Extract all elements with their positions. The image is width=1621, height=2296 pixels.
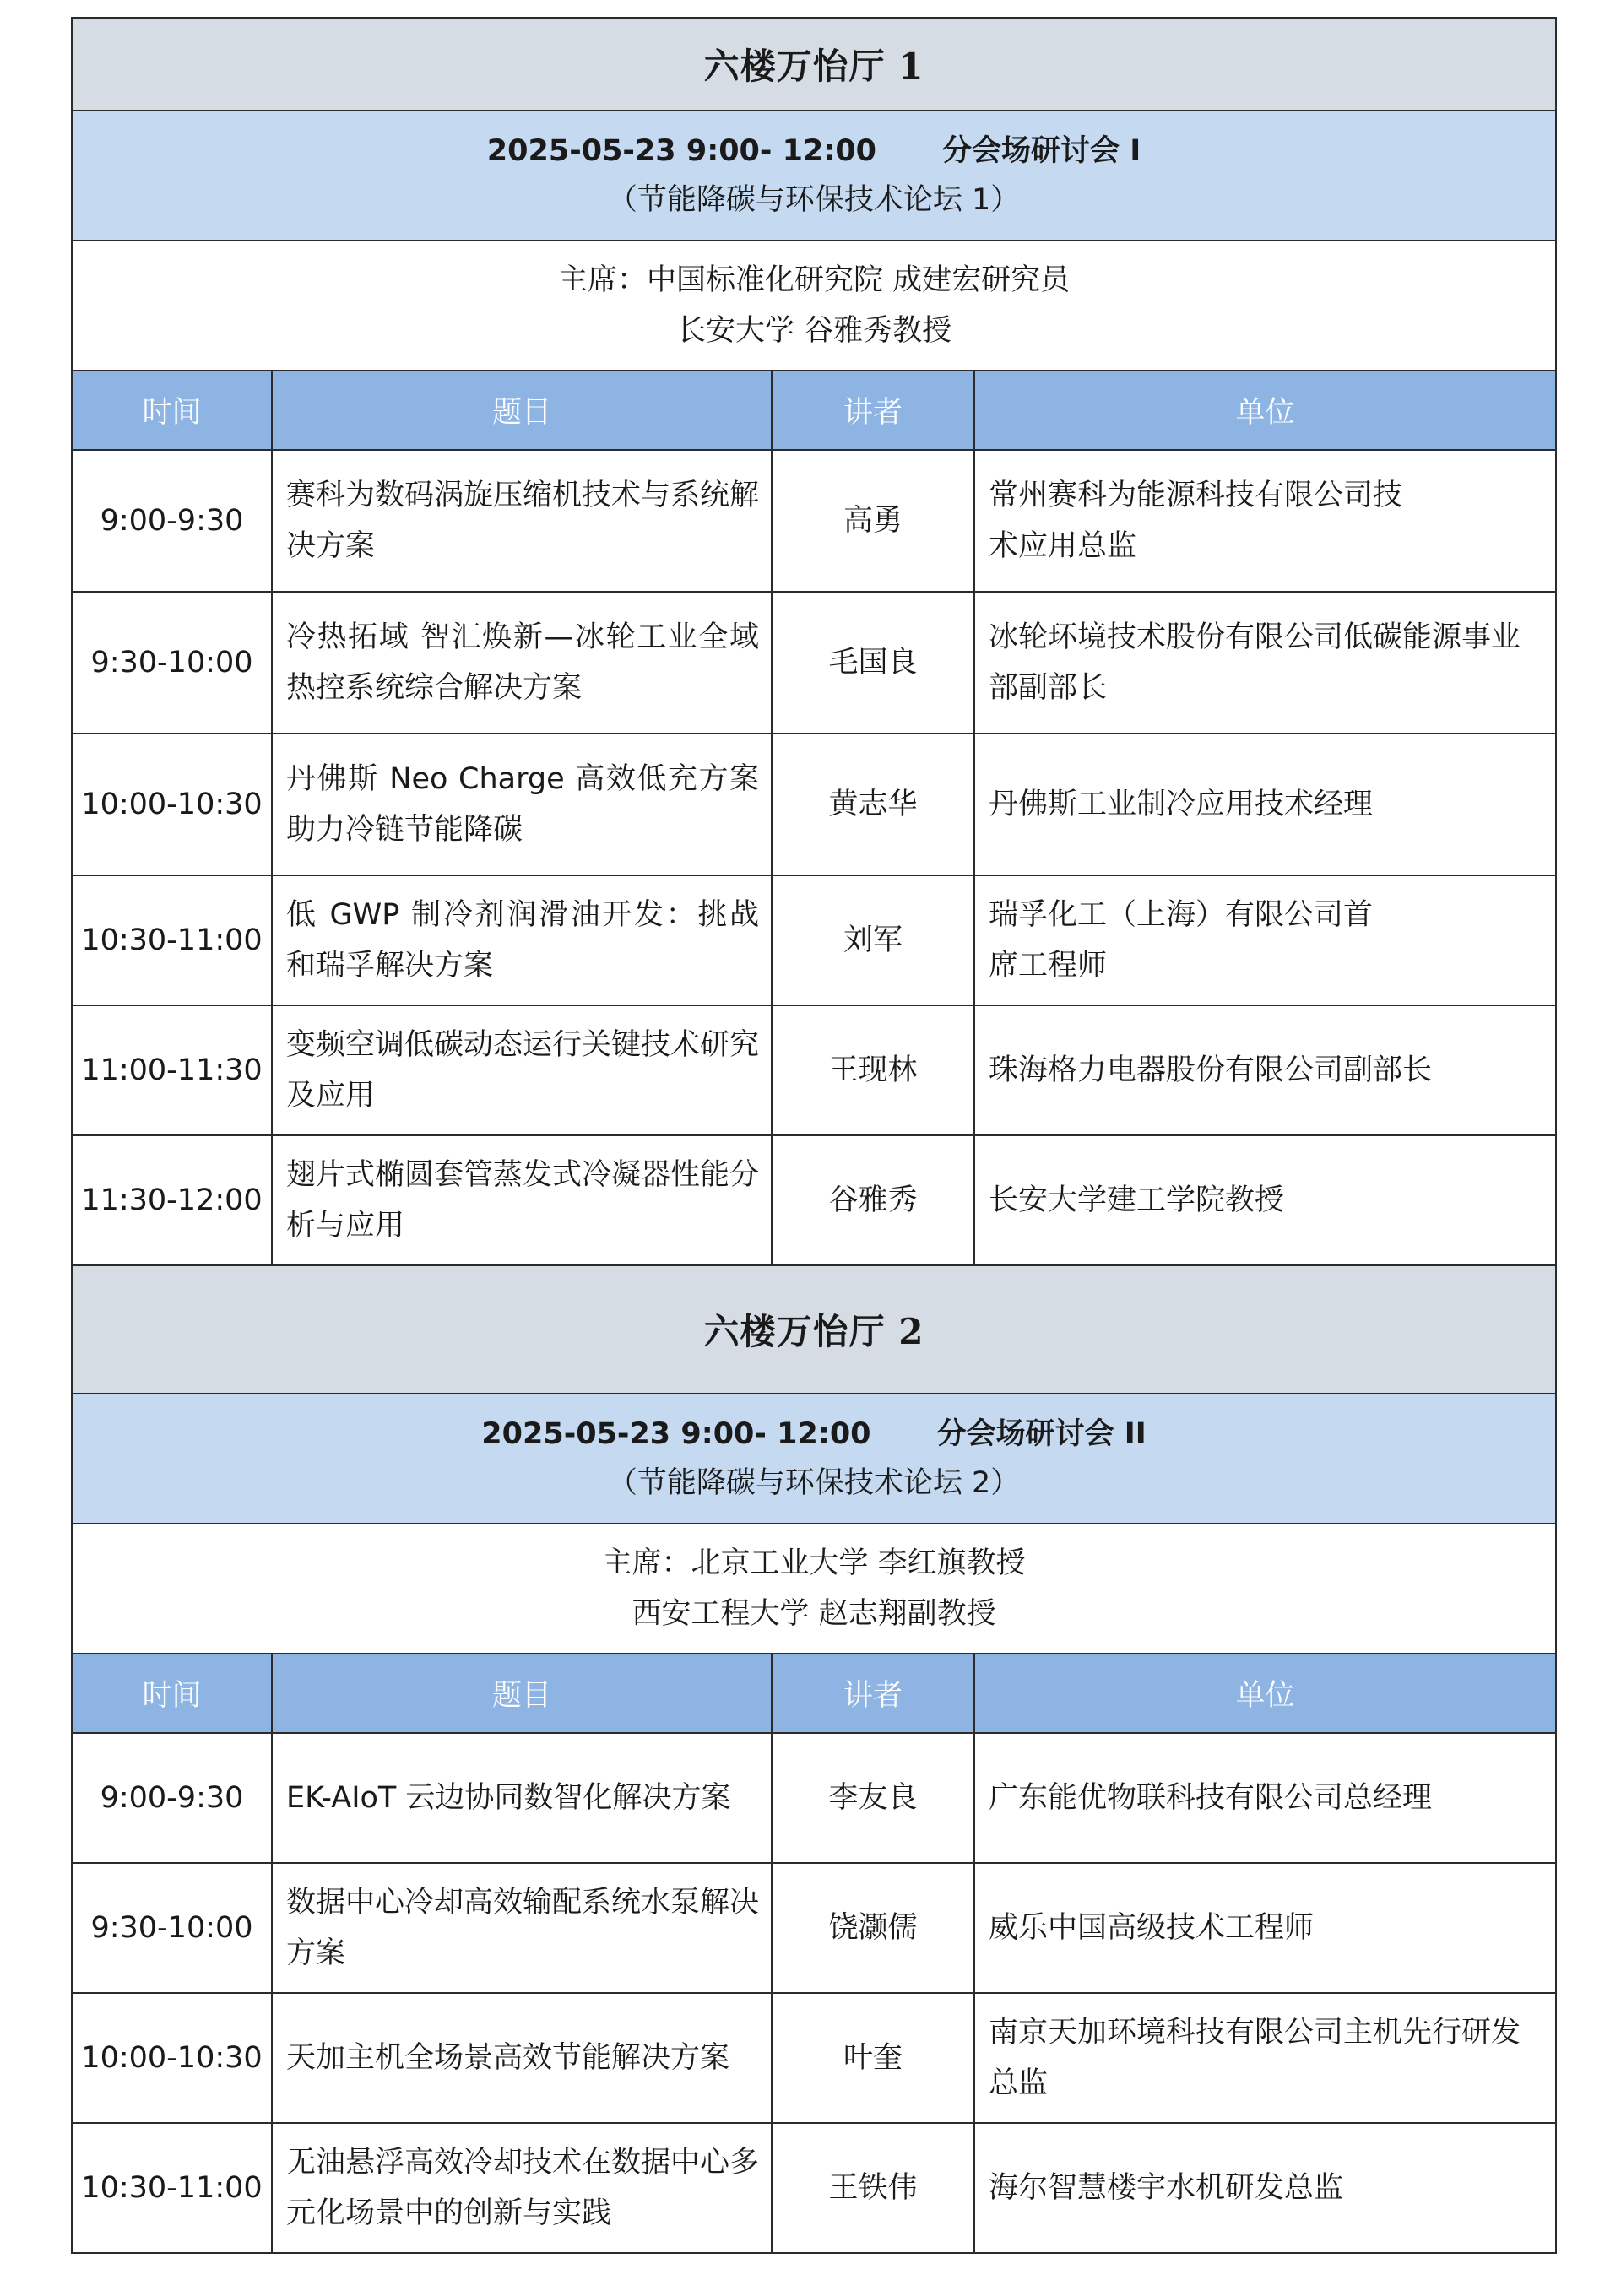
table-row <box>72 1135 1556 1265</box>
header-topic: 题目 <box>272 371 772 450</box>
cell-speaker: 饶灏儒 <box>772 1863 974 1993</box>
hall-1-title-row <box>72 18 1556 111</box>
cell-speaker: 王铁伟 <box>772 2123 974 2253</box>
header-time: 时间 <box>72 1654 272 1733</box>
forum-name: （节能降碳与环保技术论坛 2） <box>607 1466 1021 1500</box>
cell-time: 9:00-9:30 <box>72 1733 272 1863</box>
cell-time: 9:30-10:00 <box>72 1863 272 1993</box>
cell-time: 10:30-11:00 <box>72 875 272 1005</box>
hall-2-session <box>72 1394 1556 1524</box>
cell-org: 南京天加环境科技有限公司主机先行研发总监 <box>974 1993 1556 2123</box>
cell-time: 10:30-11:00 <box>72 2123 272 2253</box>
table-row <box>72 450 1556 592</box>
cell-speaker: 李友良 <box>772 1733 974 1863</box>
cell-topic: 无油悬浮高效冷却技术在数据中心多元化场景中的创新与实践 <box>272 2123 772 2253</box>
cell-org: 瑞孚化工（上海）有限公司首席工程师 <box>974 875 1556 1005</box>
cell-speaker: 高勇 <box>772 450 974 592</box>
table-row <box>72 875 1556 1005</box>
header-org: 单位 <box>974 1654 1556 1733</box>
hall-2-chairs <box>72 1524 1556 1654</box>
table-row <box>72 1733 1556 1863</box>
hall-1-chairs <box>72 241 1556 371</box>
cell-org: 海尔智慧楼宇水机研发总监 <box>974 2123 1556 2253</box>
hall-2-session-row <box>72 1394 1556 1524</box>
chair-line-2: 长安大学 谷雅秀教授 <box>675 314 952 348</box>
cell-speaker: 毛国良 <box>772 592 974 734</box>
cell-topic: 数据中心冷却高效输配系统水泵解决方案 <box>272 1863 772 1993</box>
cell-time: 11:00-11:30 <box>72 1005 272 1135</box>
cell-org: 冰轮环境技术股份有限公司低碳能源事业部副部长 <box>974 592 1556 734</box>
cell-org: 珠海格力电器股份有限公司副部长 <box>974 1005 1556 1135</box>
cell-time: 9:30-10:00 <box>72 592 272 734</box>
cell-time: 10:00-10:30 <box>72 1993 272 2123</box>
table-row <box>72 1005 1556 1135</box>
cell-org: 丹佛斯工业制冷应用技术经理 <box>974 734 1556 875</box>
table-row <box>72 1863 1556 1993</box>
schedule-sheet <box>71 17 1555 2254</box>
cell-speaker: 谷雅秀 <box>772 1135 974 1265</box>
chair-line-1: 主席：北京工业大学 李红旗教授 <box>602 1546 1026 1580</box>
session-time: 2025-05-23 9:00- 12:00 <box>486 134 877 168</box>
header-speaker: 讲者 <box>772 371 974 450</box>
chair-line-1: 主席：中国标准化研究院 成建宏研究员 <box>557 263 1071 297</box>
cell-topic: 变频空调低碳动态运行关键技术研究及应用 <box>272 1005 772 1135</box>
cell-speaker: 黄志华 <box>772 734 974 875</box>
cell-topic: 低 GWP 制冷剂润滑油开发：挑战和瑞孚解决方案 <box>272 875 772 1005</box>
table-row <box>72 1993 1556 2123</box>
header-time: 时间 <box>72 371 272 450</box>
cell-topic: 天加主机全场景高效节能解决方案 <box>272 1993 772 2123</box>
cell-topic: 冷热拓域 智汇焕新—冰轮工业全域热控系统综合解决方案 <box>272 592 772 734</box>
header-topic: 题目 <box>272 1654 772 1733</box>
table-row <box>72 734 1556 875</box>
hall-2-header-row <box>72 1654 1556 1733</box>
header-org: 单位 <box>974 371 1556 450</box>
forum-name: （节能降碳与环保技术论坛 1） <box>607 183 1021 217</box>
schedule-table <box>71 17 1557 2254</box>
cell-topic: 赛科为数码涡旋压缩机技术与系统解决方案 <box>272 450 772 592</box>
cell-topic: 翅片式椭圆套管蒸发式冷凝器性能分析与应用 <box>272 1135 772 1265</box>
table-row <box>72 592 1556 734</box>
cell-org: 威乐中国高级技术工程师 <box>974 1863 1556 1993</box>
hall-1-header-row <box>72 371 1556 450</box>
session-title: 分会场研讨会 II <box>936 1417 1147 1451</box>
session-title: 分会场研讨会 I <box>942 134 1141 168</box>
cell-time: 9:00-9:30 <box>72 450 272 592</box>
cell-time: 10:00-10:30 <box>72 734 272 875</box>
cell-topic: EK-AIoT 云边协同数智化解决方案 <box>272 1733 772 1863</box>
cell-org: 广东能优物联科技有限公司总经理 <box>974 1733 1556 1863</box>
cell-speaker: 刘军 <box>772 875 974 1005</box>
cell-org: 常州赛科为能源科技有限公司技术应用总监 <box>974 450 1556 592</box>
hall-2-title: 六楼万怡厅 2 <box>72 1265 1556 1394</box>
cell-speaker: 叶奎 <box>772 1993 974 2123</box>
cell-org: 长安大学建工学院教授 <box>974 1135 1556 1265</box>
table-row <box>72 2123 1556 2253</box>
hall-2-chair-row <box>72 1524 1556 1654</box>
hall-1-session <box>72 111 1556 241</box>
hall-1-session-row <box>72 111 1556 241</box>
session-time: 2025-05-23 9:00- 12:00 <box>481 1417 871 1451</box>
cell-topic: 丹佛斯 Neo Charge 高效低充方案助力冷链节能降碳 <box>272 734 772 875</box>
hall-1-chair-row <box>72 241 1556 371</box>
hall-1-title: 六楼万怡厅 1 <box>72 18 1556 111</box>
hall-2-title-row <box>72 1265 1556 1394</box>
header-speaker: 讲者 <box>772 1654 974 1733</box>
chair-line-2: 西安工程大学 赵志翔副教授 <box>632 1597 996 1631</box>
cell-speaker: 王现林 <box>772 1005 974 1135</box>
cell-time: 11:30-12:00 <box>72 1135 272 1265</box>
